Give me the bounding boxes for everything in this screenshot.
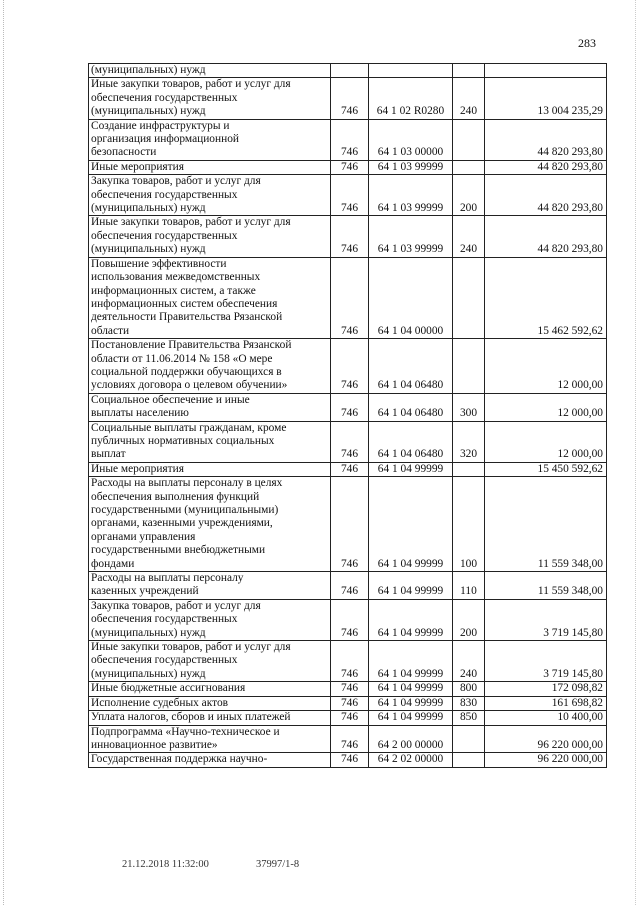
table-row	[89, 119, 607, 160]
row-amount: 96 220 000,00	[485, 725, 607, 753]
row-expense-type: 200	[453, 599, 485, 640]
row-expense-type	[453, 119, 485, 160]
row-expense-type	[453, 64, 485, 78]
row-description: Повышение эффективности использования межведомственных информационных систем, а также информационных систем обеспечения деятельности Правительства Рязанской области	[89, 257, 331, 338]
table-row	[89, 682, 607, 696]
row-amount: 172 098,82	[485, 682, 607, 696]
row-ministry-code: 746	[331, 160, 369, 174]
row-amount: 3 719 145,80	[485, 641, 607, 682]
row-description: (муниципальных) нужд	[89, 64, 331, 78]
row-amount: 12 000,00	[485, 393, 607, 421]
row-expense-type	[453, 257, 485, 338]
row-ministry-code: 746	[331, 641, 369, 682]
row-expense-type	[453, 725, 485, 753]
scan-edge-left	[3, 0, 5, 905]
table-row	[89, 711, 607, 725]
row-expense-type: 830	[453, 696, 485, 710]
row-target-code: 64 1 04 99999	[369, 696, 453, 710]
row-amount: 44 820 293,80	[485, 160, 607, 174]
row-target-code: 64 1 04 06480	[369, 339, 453, 394]
row-target-code: 64 1 04 99999	[369, 682, 453, 696]
table-row	[89, 462, 607, 476]
row-ministry-code: 746	[331, 572, 369, 600]
table-row	[89, 175, 607, 216]
row-amount: 15 462 592,62	[485, 257, 607, 338]
row-amount: 96 220 000,00	[485, 753, 607, 767]
row-target-code: 64 1 04 00000	[369, 257, 453, 338]
row-amount: 3 719 145,80	[485, 599, 607, 640]
row-description: Иные закупки товаров, работ и услуг для обеспечения государственных (муниципальных) нужд	[89, 216, 331, 257]
row-expense-type	[453, 339, 485, 394]
row-amount: 12 000,00	[485, 421, 607, 462]
row-amount: 44 820 293,80	[485, 175, 607, 216]
table-row	[89, 477, 607, 572]
row-description: Создание инфраструктуры и организация информационной безопасности	[89, 119, 331, 160]
row-ministry-code: 746	[331, 725, 369, 753]
row-target-code	[369, 64, 453, 78]
footer-doc-number: 37997/1-8	[256, 859, 300, 870]
table-row	[89, 216, 607, 257]
row-expense-type: 850	[453, 711, 485, 725]
row-target-code: 64 1 04 06480	[369, 421, 453, 462]
table-row	[89, 599, 607, 640]
row-amount: 12 000,00	[485, 339, 607, 394]
row-amount: 13 004 235,29	[485, 78, 607, 119]
row-target-code: 64 2 00 00000	[369, 725, 453, 753]
row-ministry-code: 746	[331, 216, 369, 257]
row-amount: 11 559 348,00	[485, 477, 607, 572]
table-row	[89, 421, 607, 462]
budget-table	[88, 63, 607, 768]
row-expense-type: 240	[453, 641, 485, 682]
row-target-code: 64 1 04 99999	[369, 641, 453, 682]
row-amount: 15 450 592,62	[485, 462, 607, 476]
row-amount: 44 820 293,80	[485, 216, 607, 257]
row-expense-type: 100	[453, 477, 485, 572]
row-description: Расходы на выплаты персоналу казенных учреждений	[89, 572, 331, 600]
row-ministry-code: 746	[331, 711, 369, 725]
footer-date-time: 21.12.2018 11:32:00	[122, 859, 209, 870]
row-expense-type: 240	[453, 78, 485, 119]
row-target-code: 64 1 04 99999	[369, 477, 453, 572]
table-row	[89, 725, 607, 753]
row-description: Иные закупки товаров, работ и услуг для обеспечения государственных (муниципальных) нужд	[89, 641, 331, 682]
row-target-code: 64 1 04 99999	[369, 462, 453, 476]
row-ministry-code: 746	[331, 477, 369, 572]
row-target-code: 64 1 02 R0280	[369, 78, 453, 119]
row-ministry-code: 746	[331, 682, 369, 696]
table-row	[89, 753, 607, 767]
row-expense-type: 300	[453, 393, 485, 421]
row-ministry-code: 746	[331, 421, 369, 462]
row-target-code: 64 1 04 99999	[369, 711, 453, 725]
row-amount: 10 400,00	[485, 711, 607, 725]
row-ministry-code: 746	[331, 257, 369, 338]
row-description: Иные мероприятия	[89, 462, 331, 476]
table-row	[89, 393, 607, 421]
row-expense-type	[453, 160, 485, 174]
row-target-code: 64 1 03 99999	[369, 175, 453, 216]
table-row	[89, 257, 607, 338]
budget-table-body	[89, 64, 607, 768]
row-expense-type: 800	[453, 682, 485, 696]
row-ministry-code	[331, 64, 369, 78]
row-expense-type: 240	[453, 216, 485, 257]
row-amount	[485, 64, 607, 78]
row-amount: 11 559 348,00	[485, 572, 607, 600]
row-description: Закупка товаров, работ и услуг для обеспечения государственных (муниципальных) нужд	[89, 175, 331, 216]
row-description: Подпрограмма «Научно-техническое и инновационное развитие»	[89, 725, 331, 753]
row-ministry-code: 746	[331, 462, 369, 476]
row-description: Иные закупки товаров, работ и услуг для обеспечения государственных (муниципальных) нужд	[89, 78, 331, 119]
page-number: 283	[578, 36, 596, 50]
row-ministry-code: 746	[331, 175, 369, 216]
table-row	[89, 572, 607, 600]
row-target-code: 64 1 03 99999	[369, 160, 453, 174]
row-description: Социальное обеспечение и иные выплаты населению	[89, 393, 331, 421]
row-target-code: 64 1 03 00000	[369, 119, 453, 160]
table-row	[89, 78, 607, 119]
row-ministry-code: 746	[331, 393, 369, 421]
row-description: Иные мероприятия	[89, 160, 331, 174]
row-description: Государственная поддержка научно-	[89, 753, 331, 767]
row-expense-type	[453, 462, 485, 476]
row-description: Исполнение судебных актов	[89, 696, 331, 710]
row-ministry-code: 746	[331, 696, 369, 710]
row-target-code: 64 1 04 06480	[369, 393, 453, 421]
table-row	[89, 160, 607, 174]
row-target-code: 64 1 04 99999	[369, 599, 453, 640]
row-target-code: 64 1 04 99999	[369, 572, 453, 600]
row-description: Иные бюджетные ассигнования	[89, 682, 331, 696]
row-description: Постановление Правительства Рязанской области от 11.06.2014 № 158 «О мере социальной поддержки обучающихся в условиях договора о целевом обучении»	[89, 339, 331, 394]
row-target-code: 64 1 03 99999	[369, 216, 453, 257]
table-row	[89, 64, 607, 78]
scan-edge-right	[635, 0, 637, 905]
row-expense-type: 110	[453, 572, 485, 600]
row-ministry-code: 746	[331, 119, 369, 160]
row-target-code: 64 2 02 00000	[369, 753, 453, 767]
row-expense-type	[453, 753, 485, 767]
row-amount: 161 698,82	[485, 696, 607, 710]
row-description: Уплата налогов, сборов и иных платежей	[89, 711, 331, 725]
row-description: Закупка товаров, работ и услуг для обеспечения государственных (муниципальных) нужд	[89, 599, 331, 640]
row-expense-type: 200	[453, 175, 485, 216]
row-expense-type: 320	[453, 421, 485, 462]
table-row	[89, 641, 607, 682]
row-description: Расходы на выплаты персоналу в целях обеспечения выполнения функций государственными (муниципальными) органами, казенными учреждениями, органами управления государственными внебюджетными фондами	[89, 477, 331, 572]
row-ministry-code: 746	[331, 599, 369, 640]
row-description: Социальные выплаты гражданам, кроме публичных нормативных социальных выплат	[89, 421, 331, 462]
table-row	[89, 696, 607, 710]
row-amount: 44 820 293,80	[485, 119, 607, 160]
row-ministry-code: 746	[331, 753, 369, 767]
table-row	[89, 339, 607, 394]
row-ministry-code: 746	[331, 339, 369, 394]
row-ministry-code: 746	[331, 78, 369, 119]
